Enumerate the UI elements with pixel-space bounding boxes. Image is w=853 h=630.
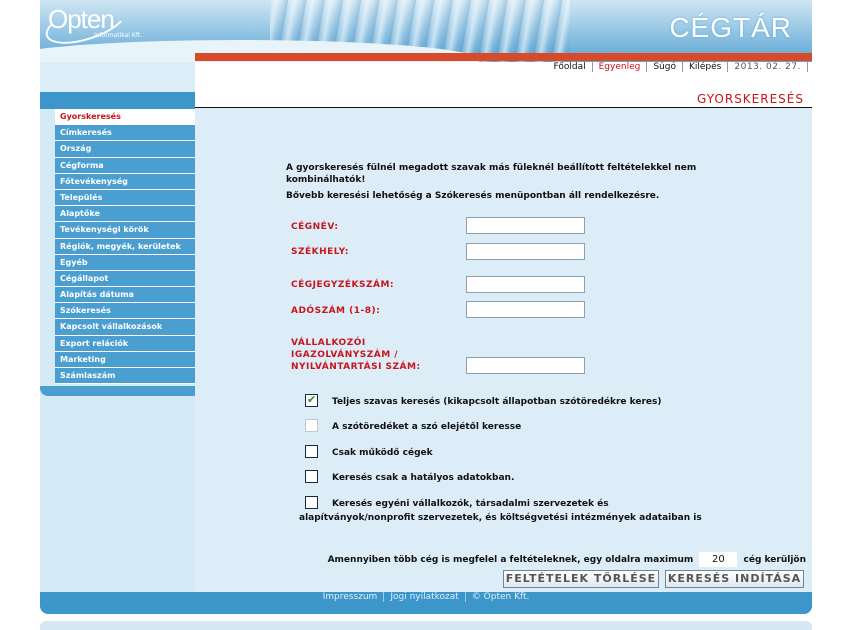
title-bar [195,82,812,108]
adoszam-input[interactable] [466,301,585,318]
cegjegyzekszam-input[interactable] [466,276,585,293]
check-szotoredek-label: A szótöredéket a szó elejétől keresse [332,422,522,432]
max-results-prefix: Amennyiben több cég is megfelel a feltételeknek, egy oldalra maximum [327,555,694,565]
nav-egyenleg[interactable]: Egyenleg [593,62,648,72]
start-search-button[interactable]: KERESÉS INDÍTÁSA [665,570,804,588]
sidebar-item-regiok[interactable]: Régiók, megyék, kerületek [55,239,195,255]
szekhely-label: SZÉKHELY: [291,247,349,257]
brand-title: CÉGTÁR [669,12,792,43]
opten-logo[interactable] [48,4,143,39]
vallalkozoi-label-line-1: VÁLLALKOZÓI [291,338,366,348]
sidebar-item-alaptoke[interactable]: Alaptőke [55,206,195,222]
footer [40,592,812,614]
page-frame [40,0,812,615]
check-egyeni-label-line-1: Keresés egyéni vállalkozók, társadalmi szervezetek és [332,499,609,509]
max-results-input[interactable]: 20 [699,552,737,567]
nav-fooldal[interactable]: Főoldal [548,62,593,72]
check-mukodo-checkbox[interactable] [305,445,318,458]
max-results-suffix: cég kerüljön [743,555,806,565]
sidebar-header [40,92,195,109]
check-hatalyos-checkbox[interactable] [305,470,318,483]
header [40,0,812,62]
header-accent-bar [195,53,812,61]
sidebar-item-szokereses[interactable]: Szókeresés [55,303,195,319]
clear-conditions-button[interactable]: FELTÉTELEK TÖRLÉSE [503,570,659,588]
check-mukodo-label: Csak működő cégek [332,448,433,458]
check-hatalyos-label: Keresés csak a hatályos adatokban. [332,473,515,483]
intro-text [286,162,706,202]
check-egyeni-label-line-2: alapítványok/nonprofit szervezetek, és költségvetési intézmények adataiban is [299,513,702,523]
cegnev-label: CÉGNÉV: [291,222,339,232]
top-nav [195,62,812,82]
footer-jogi-link[interactable]: Jogi nyilatkozat [384,592,465,602]
sidebar-item-kapcsolt[interactable]: Kapcsolt vállalkozások [55,319,195,335]
sidebar-item-fotevekenyseg[interactable]: Főtevékenység [55,174,195,190]
logo-subtitle: Informatikai Kft. [94,32,143,39]
nav-sugo[interactable]: Súgó [647,62,683,72]
check-teljes-checkbox[interactable] [305,394,318,407]
nav-kilepes[interactable]: Kilépés [683,62,728,72]
sidebar-item-cegforma[interactable]: Cégforma [55,158,195,174]
cegnev-input[interactable] [466,217,585,234]
sidebar-item-telepules[interactable]: Település [55,190,195,206]
cegjegyzekszam-label: CÉGJEGYZÉKSZÁM: [291,280,395,290]
check-teljes-label: Teljes szavas keresés (kikapcsolt állapotban szótöredékre keres) [332,397,662,407]
page-title: GYORSKERESÉS [697,92,804,106]
sidebar-item-cegallapot[interactable]: Cégállapot [55,271,195,287]
check-egyeni-checkbox[interactable] [305,496,318,509]
sidebar-item-alapitas-datuma[interactable]: Alapítás dátuma [55,287,195,303]
vallalkozoi-input[interactable] [466,357,585,374]
sidebar-item-egyeb[interactable]: Egyéb [55,255,195,271]
bottom-strip [40,621,812,630]
main-panel [195,82,812,592]
current-date: 2013. 02. 27. [728,62,808,72]
vallalkozoi-label [291,337,421,373]
szekhely-input[interactable] [466,243,585,260]
logo-name: Opten [48,4,114,34]
footer-impresszum-link[interactable]: Impresszum [317,592,385,602]
sidebar-footer [40,386,195,396]
sidebar-item-marketing[interactable]: Marketing [55,352,195,368]
intro-line-2: Bővebb keresési lehetőség a Szókeresés menüpontban áll rendelkezésre. [286,191,660,201]
sidebar [40,92,195,592]
check-szotoredek-checkbox[interactable] [305,419,318,432]
vallalkozoi-label-line-2: IGAZOLVÁNYSZÁM / [291,350,399,360]
footer-copyright: © Opten Kft. [471,592,530,602]
adoszam-label: ADÓSZÁM (1-8): [291,306,381,316]
sidebar-item-szamlaszam[interactable]: Számlaszám [55,368,195,384]
sidebar-top-cap [40,62,195,92]
max-results-row [328,552,806,567]
intro-line-1: A gyorskeresés fülnél megadott szavak más füleknél beállított feltételekkel nem kombinálhatók! [286,163,697,185]
sidebar-item-export[interactable]: Export relációk [55,336,195,352]
sidebar-item-cimkereses[interactable]: Címkeresés [55,125,195,141]
sidebar-item-orszag[interactable]: Ország [55,141,195,157]
sidebar-menu [40,109,195,384]
sidebar-item-gyorskereses[interactable]: Gyorskeresés [55,109,195,125]
vallalkozoi-label-line-3: NYILVÁNTARTÁSI SZÁM: [291,362,421,372]
sidebar-item-tevekenysegi-korok[interactable]: Tevékenységi körök [55,222,195,238]
